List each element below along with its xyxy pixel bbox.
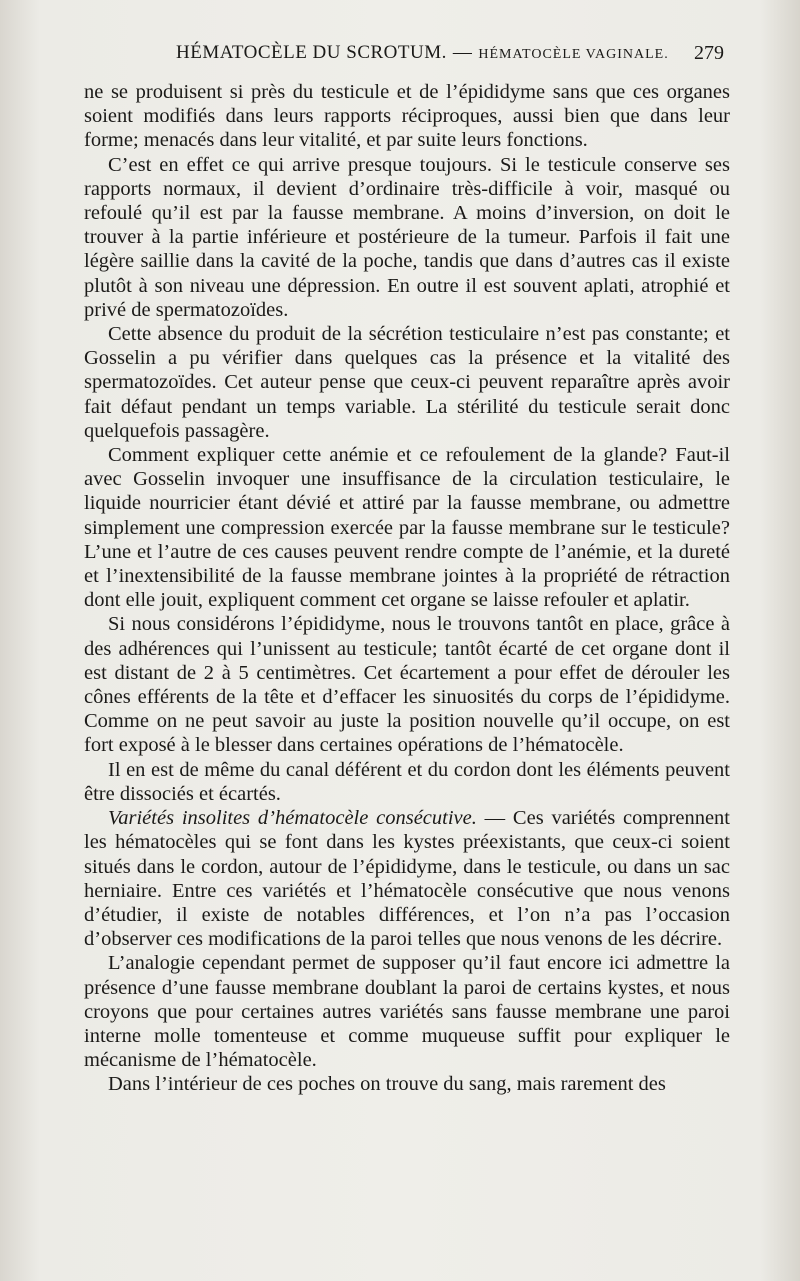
running-head-separator: — <box>452 42 473 63</box>
paragraph-6: Il en est de même du canal déférent et du cordon dont les éléments peuvent être dissociés et écartés. <box>84 758 730 805</box>
section-heading-italic: Variétés insolites d’hématocèle consécutive. <box>108 807 477 830</box>
paragraph-4: Comment expliquer cette anémie et ce refoulement de la glande? Faut-il avec Gosselin invoquer une insuffisance de la circulation testiculaire, le liquide nourricier étant dévié et attiré par la fausse membrane, ou admettre simplement une compression exercée par la fausse membrane sur le testicule? L’une et l’autre de ces causes peuvent rendre compte de l’anémie, et la dureté et l’inextensibilité de la fausse membrane jointes à la propriété de rétraction dont elle jouit, expliquent comment cet organe se laisse refouler et aplatir. <box>84 444 730 612</box>
paragraph-5: Si nous considérons l’épididyme, nous le trouvons tantôt en place, grâce à des adhérences qui l’unissent au testicule; tantôt écarté de cet organe dont il est distant de 2 à 5 centimètres. Cet écartement a pour effet de dérouler les cônes efférents de la tête et d’effacer les sinuosités du corps de l’épididyme. Comme on ne peut savoir au juste la position nouvelle qu’il occupe, on est fort exposé à le blesser dans certaines opérations de l’hématocèle. <box>84 613 730 757</box>
running-head-subtitle: HÉMATOCÈLE VAGINALE. <box>478 47 669 62</box>
running-head-title: HÉMATOCÈLE DU SCROTUM. <box>176 42 447 63</box>
running-head <box>176 42 669 64</box>
paragraph-7-text: — Ces variétés comprennent les hématocèles qui se font dans les kystes préexistants, que ceux-ci soient situés dans le cordon, autour de l’épididyme, dans le testicule, ou dans un sac herniaire. Entre ces variétés et l’hématocèle consécutive que nous venons d’étudier, il existe de notables différences, et l’on n’a pas l’occasion d’observer ces modifications de la paroi telles que nous venons de les décrire. <box>84 807 730 951</box>
paragraph-8: L’analogie cependant permet de supposer qu’il faut encore ici admettre la présence d’une fausse membrane doublant la paroi de certains kystes, et nous croyons que pour certaines autres variétés sans fausse membrane une paroi interne molle tomenteuse et comme muqueuse suffit pour expliquer le mécanisme de l’hématocèle. <box>84 952 730 1072</box>
paragraph-1: ne se produisent si près du testicule et de l’épididyme sans que ces organes soient modifiés dans leurs rapports réciproques, aussi bien que dans leur forme; menacés dans leur vitalité, et par suite leurs fonctions. <box>84 81 730 152</box>
body-text <box>84 80 730 1097</box>
paragraph-2: C’est en effet ce qui arrive presque toujours. Si le testicule conserve ses rapports normaux, il devient d’ordinaire très-difficile à voir, masqué ou refoulé qu’il est par la fausse membrane. A moins d’inversion, on doit le trouver à la partie inférieure et postérieure de la tumeur. Parfois il fait une légère saillie dans la cavité de la poche, tandis que dans d’autres cas il existe plutôt à son niveau une dépression. En outre il est souvent aplati, atrophié et privé de spermatozoïdes. <box>84 153 730 321</box>
paragraph-3: Cette absence du produit de la sécrétion testiculaire n’est pas constante; et Gosselin a pu vérifier dans quelques cas la présence et la vitalité des spermatozoïdes. Cet auteur pense que ceux-ci peuvent reparaître après avoir fait défaut pendant un temps variable. La stérilité du testicule serait donc quelquefois passagère. <box>84 323 730 442</box>
paragraph-7 <box>84 806 730 951</box>
paragraph-9: Dans l’intérieur de ces poches on trouve du sang, mais rarement des <box>108 1073 666 1096</box>
page-number: 279 <box>694 42 724 64</box>
page-header <box>176 42 736 72</box>
